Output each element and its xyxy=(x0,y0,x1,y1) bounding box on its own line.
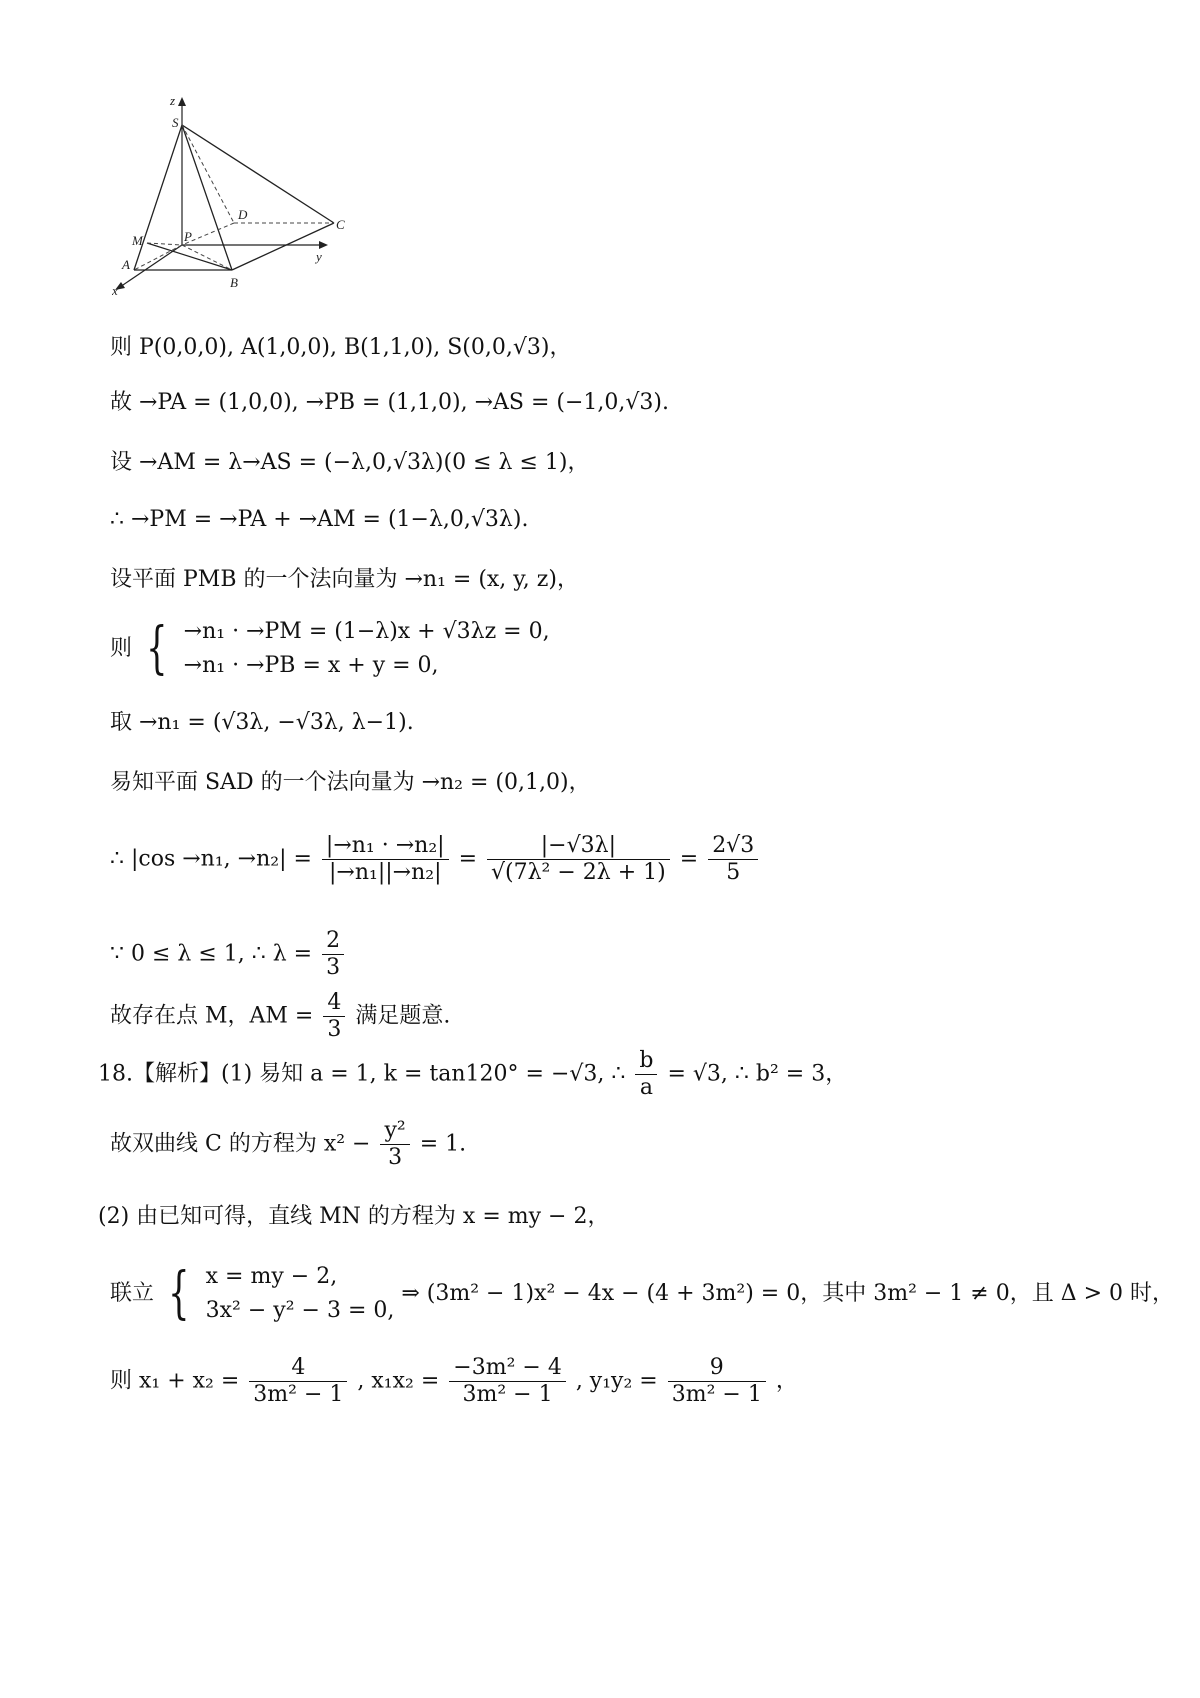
problem-18-frac xyxy=(635,1048,657,1101)
vieta-frac-2-num: −3m² − 4 xyxy=(449,1355,566,1382)
system-2-right: ⇒ (3m² − 1)x² − 4x − (4 + 3m²) = 0，其中 3m² − 1 ≠ 0，且 Δ > 0 时， xyxy=(401,1281,1175,1306)
cos-eq: = xyxy=(458,846,478,872)
cos-frac-1-num: |→n₁ · →n₂| xyxy=(322,833,449,860)
cos-frac-1 xyxy=(322,833,449,886)
am-line: 设 →AM = λ→AS = (−λ,0,√3λ)(0 ≤ λ ≤ 1)， xyxy=(110,450,590,475)
system-2-row-1: x = my − 2, xyxy=(205,1264,338,1289)
left-brace-2: { xyxy=(168,1261,190,1326)
problem-18-line xyxy=(98,1048,847,1101)
vieta-frac-2-den: 3m² − 1 xyxy=(462,1382,553,1407)
cos-frac-2 xyxy=(487,833,670,886)
lambda-frac-den: 3 xyxy=(326,955,341,980)
label-y: y xyxy=(316,249,322,264)
cos-left: ∴ |cos →n₁, →n₂| = xyxy=(110,846,312,872)
system-2-rows xyxy=(206,1260,395,1328)
vieta-frac-1-den: 3m² − 1 xyxy=(253,1382,344,1407)
vieta-line xyxy=(110,1355,798,1408)
problem-18-right: = √3, ∴ b² = 3， xyxy=(667,1061,848,1087)
vieta-frac-3-den: 3m² − 1 xyxy=(671,1382,762,1407)
label-M: M xyxy=(132,233,143,248)
system-2 xyxy=(110,1260,1174,1328)
pm-line: ∴ →PM = →PA + →AM = (1−λ,0,√3λ). xyxy=(110,507,529,532)
hyperbola-frac-den: 3 xyxy=(388,1145,403,1170)
system-1-rows xyxy=(184,615,550,683)
cos-frac-2-den: √(7λ² − 2λ + 1) xyxy=(491,860,666,885)
system-2-prefix: 联立 xyxy=(110,1281,155,1306)
system-2-row-2: 3x² − y² − 3 = 0, xyxy=(205,1298,395,1323)
conclusion-frac-num: 4 xyxy=(323,990,345,1017)
label-S: S xyxy=(172,115,179,130)
cos-frac-3-den: 5 xyxy=(726,860,741,885)
cos-frac-1-den: |→n₁||→n₂| xyxy=(329,860,442,885)
label-x: x xyxy=(112,283,118,298)
conclusion-right: 满足题意. xyxy=(355,1003,451,1029)
normal-sad-line: 易知平面 SAD 的一个法向量为 →n₂ = (0,1,0)， xyxy=(110,770,591,795)
vieta-mid-2: , y₁y₂ = xyxy=(575,1368,658,1394)
label-P: P xyxy=(184,229,192,244)
hyperbola-right: = 1. xyxy=(419,1131,467,1157)
problem-18-frac-num: b xyxy=(635,1048,657,1075)
normal-pmb-line: 设平面 PMB 的一个法向量为 →n₁ = (x, y, z)， xyxy=(110,567,579,592)
vieta-frac-2 xyxy=(449,1355,566,1408)
problem-18-frac-den: a xyxy=(639,1075,653,1100)
left-brace: { xyxy=(146,616,168,681)
hyperbola-left: 故双曲线 C 的方程为 x² − xyxy=(110,1131,371,1157)
hyperbola-frac xyxy=(380,1118,409,1171)
system-1-row-1: →n₁ · →PM = (1−λ)x + √3λz = 0, xyxy=(183,619,550,644)
lambda-frac xyxy=(322,928,344,981)
label-A: A xyxy=(122,257,130,272)
lambda-left: ∵ 0 ≤ λ ≤ 1, ∴ λ = xyxy=(110,941,313,967)
conclusion-frac xyxy=(323,990,345,1043)
lambda-frac-num: 2 xyxy=(322,928,344,955)
conclusion-frac-den: 3 xyxy=(327,1017,342,1042)
conclusion-line xyxy=(110,990,450,1043)
lambda-line xyxy=(110,928,347,981)
vectors-line: 故 →PA = (1,0,0), →PB = (1,1,0), →AS = (−1,0,√3). xyxy=(110,390,670,415)
label-D: D xyxy=(238,207,248,222)
vieta-frac-3-num: 9 xyxy=(668,1355,766,1382)
vieta-frac-3 xyxy=(668,1355,766,1408)
label-B: B xyxy=(230,275,238,290)
system-1-row-2: →n₁ · →PB = x + y = 0, xyxy=(183,653,439,678)
vieta-mid: , x₁x₂ = xyxy=(357,1368,440,1394)
vieta-frac-1 xyxy=(249,1355,347,1408)
cos-frac-3-num: 2√3 xyxy=(708,833,758,860)
cos-frac-3 xyxy=(708,833,758,886)
system-1 xyxy=(110,615,550,683)
vieta-frac-1-num: 4 xyxy=(249,1355,347,1382)
part-2-line: (2) 由已知可得，直线 MN 的方程为 x = my − 2， xyxy=(98,1204,610,1229)
cos-frac-2-num: |−√3λ| xyxy=(487,833,670,860)
cos-eq-2: = xyxy=(679,846,699,872)
n1-line: 取 →n₁ = (√3λ, −√3λ, λ−1). xyxy=(110,710,414,735)
vieta-left: 则 x₁ + x₂ = xyxy=(110,1368,240,1394)
conclusion-left: 故存在点 M，AM = xyxy=(110,1003,314,1029)
coords-line: 则 P(0,0,0), A(1,0,0), B(1,1,0), S(0,0,√3)， xyxy=(110,335,572,360)
vieta-end: ， xyxy=(775,1368,798,1394)
system-1-prefix: 则 xyxy=(110,636,133,661)
hyperbola-frac-num: y² xyxy=(380,1118,409,1145)
hyperbola-line xyxy=(110,1118,466,1171)
pyramid-figure xyxy=(112,95,392,325)
cos-line xyxy=(110,833,761,886)
label-C: C xyxy=(336,217,345,232)
problem-18-left: 18.【解析】(1) 易知 a = 1, k = tan120° = −√3, ∴ xyxy=(98,1061,626,1087)
label-z: z xyxy=(170,95,176,108)
